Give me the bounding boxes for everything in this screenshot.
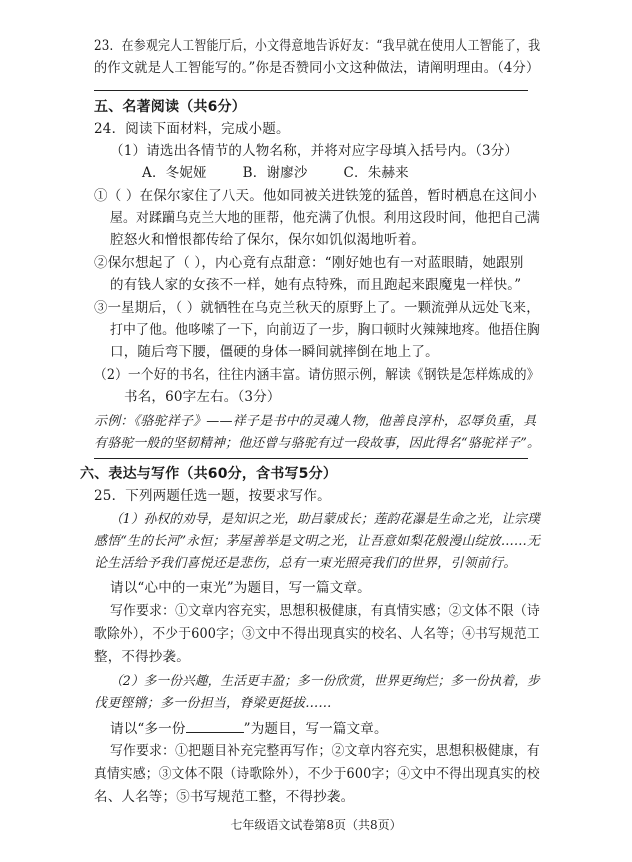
divider [94,458,528,459]
topic-1-line-3: 论生活给予我们喜悦还是悲伤，总有一束光照亮我们的世界，引领前行。 [94,556,517,571]
q23-text-line-2: 的作文就是人工智能写的。”你是否赞同小文这种做法，请阐明理由。（4分） [94,60,540,76]
topic-1-requirement-line-2: 歌除外），不少于600字；③文中不得出现真实的校名、人名等；④书写规范工 [94,626,540,642]
topic-2-prompt-start: 请以“多一份 [110,721,186,737]
topic-2-requirement-line-2: 真情实感；③文体不限（诗歌除外），不少于600字；④文中不得出现真实的校 [94,766,540,782]
plot-2-line-1: ②保尔想起了（ ），内心竟有点甜意：“刚好她也有一对蓝眼睛，她跟别 [94,255,524,271]
q24-sub1-prompt: （1）请选出各情节的人物名称，并将对应字母填入括号内。（3分） [110,143,519,159]
section-5-title: 五、名著阅读（共6分） [94,99,246,115]
q24-sub2-line-1: （2）一个好的书名，往往内涵丰富。请仿照示例，解读《钢铁是怎样炼成的》 [94,367,540,383]
plot-1-line-3: 腔怒火和憎恨都传给了保尔，保尔如饥似渴地听着。 [110,232,426,248]
topic-2-prompt [110,718,388,739]
q24-sub2-line-2: 书名，60字左右。（3分） [124,389,281,405]
topic-2-prompt-end: ”为题目，写一篇文章。 [243,721,388,737]
page-footer: 七年级语文试卷第8页（共8页） [230,818,402,832]
topic-1-requirement-line-3: 整，不得抄袭。 [94,649,190,665]
plot-1-line-1: ①（ ）在保尔家住了八天。他如同被关进铁笼的猛兽，暂时栖息在这间小 [94,188,537,204]
topic-2-requirement-line-1: 写作要求：①把题目补充完整再写作；②文章内容充实，思想积极健康，有 [110,743,540,759]
q25-title: 25．下列两题任选一题，按要求写作。 [94,488,331,504]
topic-1-requirement-line-1: 写作要求：①文章内容充实，思想积极健康，有真情实感；②文体不限（诗 [110,603,540,619]
q23-text-line-1: 23．在参观完人工智能厅后，小文得意地告诉好友：“我早就在使用人工智能了，我 [94,38,541,54]
title-blank [186,718,244,733]
topic-1-prompt: 请以“心中的一束光”为题目，写一篇文章。 [110,580,371,596]
q24-title: 24．阅读下面材料，完成小题。 [94,121,290,137]
plot-1-line-2: 屋。对蹂躏乌克兰大地的匪帮，他充满了仇恨。利用这段时间，他把自己满 [110,210,540,226]
plot-3-line-1: ③一星期后，（ ）就牺牲在乌克兰秋天的原野上了。一颗流弹从远处飞来， [94,300,540,316]
topic-2-line-2: 伐更铿锵；多一份担当，脊梁更挺拔…… [94,696,332,711]
plot-3-line-2: 打中了他。他哆嗦了一下，向前迈了一步，胸口顿时火辣辣地疼。他捂住胸 [110,322,540,338]
q24-options: A．冬妮娅 B．谢廖沙 C．朱赫来 [142,165,409,181]
plot-3-line-3: 口，随后弯下腰，僵硬的身体一瞬间就摔倒在地上了。 [110,344,439,360]
section-6-title: 六、表达与写作（共60分，含书写5分） [80,466,338,482]
divider [94,90,528,91]
topic-2-requirement-line-3: 名、人名等；⑤书写规范工整，不得抄袭。 [94,789,355,805]
topic-1-line-1: （1）孙权的劝导，是知识之光，助吕蒙成长；莲韵花瀑是生命之光，让宗璞 [110,512,540,527]
topic-2-line-1: （2）多一份兴趣，生活更丰盈；多一份欣赏，世界更绚烂；多一份执着，步 [110,674,540,689]
plot-2-line-2: 的有钱人家的女孩不一样，她有点特殊，而且跑起来跟魔鬼一样快。” [110,277,522,293]
example-line-2: 有骆驼一般的坚韧精神；他还曾与骆驼有过一段故事，因此得名“骆驼祥子”。 [94,436,541,451]
topic-1-line-2: 感悟“生的长河”永恒；茅屋善举是文明之光，让吾意如梨花般漫山绽放……无 [94,534,541,549]
example-line-1: 示例：《骆驼祥子》——祥子是书中的灵魂人物，他善良淳朴，忍辱负重，具 [94,414,537,429]
